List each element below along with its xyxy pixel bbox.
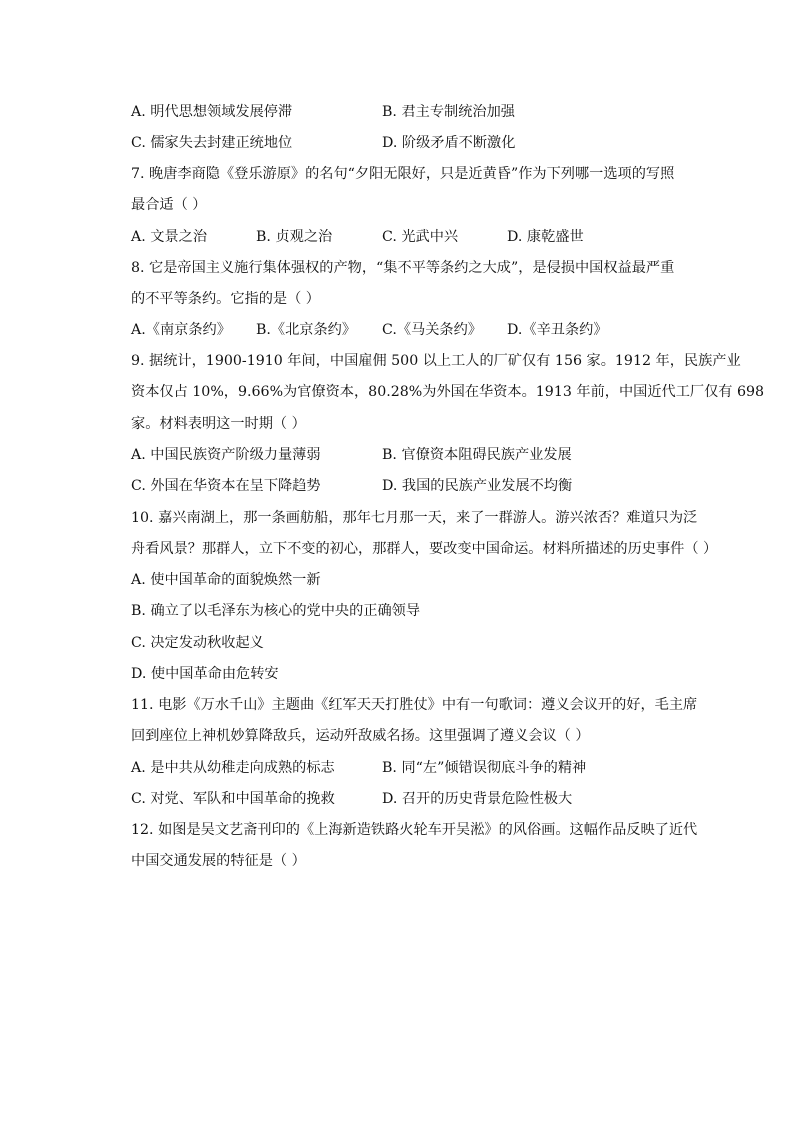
q8-option-d[interactable]: D.《辛丑条约》	[507, 322, 608, 338]
q11-stem-line1: 11. 电影《万水千山》主题曲《红军天天打胜仗》中有一句歌词：遵义会议开的好，毛主席	[131, 697, 698, 713]
q10-option-a[interactable]: A. 使中国革命的面貌焕然一新	[131, 572, 321, 588]
q8-option-a[interactable]: A.《南京条约》	[131, 322, 231, 338]
q7-stem-line2: 最合适（ ）	[131, 197, 207, 213]
q7-option-b[interactable]: B. 贞观之治	[256, 229, 333, 245]
q12-stem-line1: 12. 如图是吴文艺斋刊印的《上海新造铁路火轮车开吴淞》的风俗画。这幅作品反映了近代	[131, 822, 698, 838]
q7-option-c[interactable]: C. 光武中兴	[382, 229, 459, 245]
q8-stem-line1: 8. 它是帝国主义施行集体强权的产物，“集不平等条约之大成”，是侵损中国权益最严重	[131, 260, 675, 276]
q6-option-b[interactable]: B. 君主专制统治加强	[382, 104, 515, 120]
q6-option-d[interactable]: D. 阶级矛盾不断激化	[382, 135, 516, 151]
q11-stem-line2: 回到座位上神机妙算降敌兵，运动歼敌威名扬。这里强调了遵义会议（ ）	[131, 728, 590, 744]
q10-stem-line2: 舟看风景？那群人，立下不变的初心，那群人，要改变中国命运。材料所描述的历史事件（ ）	[131, 541, 718, 557]
q11-option-d[interactable]: D. 召开的历史背景危险性极大	[382, 791, 573, 807]
q9-option-d[interactable]: D. 我国的民族产业发展不均衡	[382, 478, 573, 494]
q8-option-b[interactable]: B.《北京条约》	[256, 322, 357, 338]
q11-option-a[interactable]: A. 是中共从幼稚走向成熟的标志	[131, 760, 335, 776]
q9-option-c[interactable]: C. 外国在华资本在呈下降趋势	[131, 478, 321, 494]
q9-option-a[interactable]: A. 中国民族资产阶级力量薄弱	[131, 447, 321, 463]
q6-option-c[interactable]: C. 儒家失去封建正统地位	[131, 135, 293, 151]
q10-option-c[interactable]: C. 决定发动秋收起义	[131, 635, 264, 651]
q7-option-a[interactable]: A. 文景之治	[131, 229, 208, 245]
q6-option-a[interactable]: A. 明代思想领域发展停滞	[131, 104, 293, 120]
q9-stem-line1: 9. 据统计，1900-1910 年间，中国雇佣 500 以上工人的厂矿仅有 156 家。1912 年，民族产业	[131, 353, 741, 369]
q11-option-b[interactable]: B. 同“左”倾错误彻底斗争的精神	[382, 760, 587, 776]
q10-option-b[interactable]: B. 确立了以毛泽东为核心的党中央的正确领导	[131, 603, 421, 619]
q9-stem-line2: 资本仅占 10%，9.66%为官僚资本，80.28%为外国在华资本。1913 年前，中国近代工厂仅有 698	[131, 384, 765, 400]
q8-option-c[interactable]: C.《马关条约》	[382, 322, 482, 338]
q10-stem-line1: 10. 嘉兴南湖上，那一条画舫船，那年七月那一天，来了一群游人。游兴浓否？难道只为泛	[131, 510, 698, 526]
q8-stem-line2: 的不平等条约。它指的是（ ）	[131, 291, 320, 307]
q9-stem-line3: 家。材料表明这一时期（ ）	[131, 416, 306, 432]
q7-stem-line1: 7. 晚唐李商隐《登乐游原》的名句“夕阳无限好，只是近黄昏”作为下列哪一选项的写照	[131, 166, 675, 182]
q11-option-c[interactable]: C. 对党、军队和中国革命的挽救	[131, 791, 335, 807]
q9-option-b[interactable]: B. 官僚资本阻碍民族产业发展	[382, 447, 572, 463]
q7-option-d[interactable]: D. 康乾盛世	[507, 229, 584, 245]
q10-option-d[interactable]: D. 使中国革命由危转安	[131, 666, 279, 682]
q12-stem-line2: 中国交通发展的特征是（ ）	[131, 853, 306, 869]
